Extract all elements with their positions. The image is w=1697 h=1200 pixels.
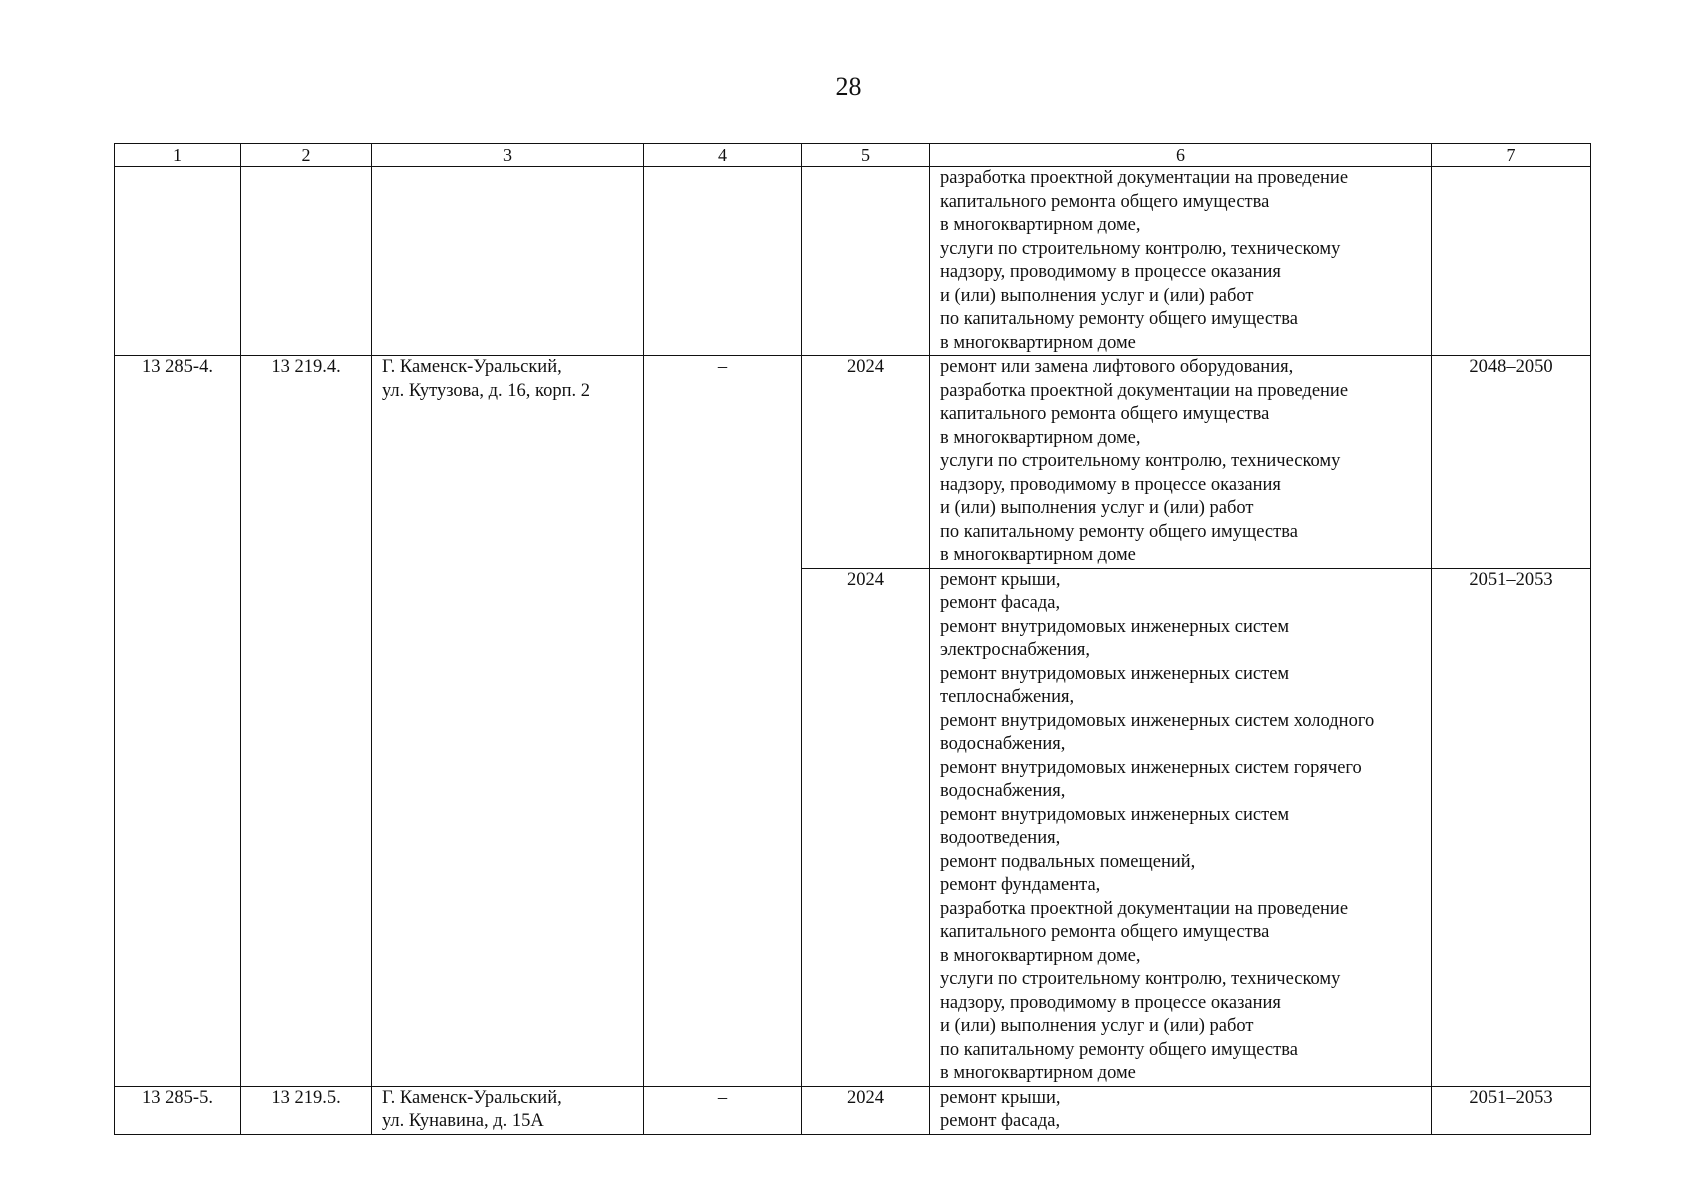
period-cell: 2048–2050 (1432, 356, 1591, 569)
year-cell (802, 167, 930, 356)
work-line: водоснабжения, (940, 734, 1066, 754)
year-cell: 2024 (802, 568, 930, 1086)
work-line: и (или) выполнения услуг и (или) работ (940, 498, 1254, 518)
page-number: 28 (835, 72, 862, 101)
work-line: капитального ремонта общего имущества (940, 404, 1270, 424)
column-number: 2 (241, 144, 372, 167)
column-number: 7 (1432, 144, 1591, 167)
work-line: электроснабжения, (940, 640, 1091, 660)
work-line: надзору, проводимому в процессе оказания (940, 262, 1281, 282)
register-number-cell (241, 167, 372, 356)
works-cell (930, 356, 1432, 569)
work-line: ремонт внутридомовых инженерных систем холодного (940, 710, 1375, 731)
address-line: ул. Кунавина, д. 15А (382, 1111, 544, 1131)
address-cell (372, 356, 644, 1087)
works-cell (930, 568, 1432, 1086)
work-line: и (или) выполнения услуг и (или) работ (940, 1016, 1254, 1036)
address-line: Г. Каменск-Уральский, (382, 357, 562, 377)
work-line: ремонт фасада, (940, 1111, 1061, 1131)
table-row (115, 356, 1591, 569)
work-line: услуги по строительному контролю, техническому (940, 969, 1341, 989)
work-line: по капитальному ремонту общего имущества (940, 521, 1298, 542)
work-line: и (или) выполнения услуг и (или) работ (940, 285, 1254, 306)
work-line: водоснабжения, (940, 781, 1066, 801)
year-cell: 2024 (802, 1086, 930, 1134)
work-line: по капитальному ремонту общего имущества (940, 309, 1298, 329)
column-number-row (115, 144, 1591, 167)
work-line: водоотведения, (940, 828, 1061, 848)
work-line: надзору, проводимому в процессе оказания (940, 992, 1281, 1013)
year-cell: 2024 (802, 356, 930, 569)
column-number: 1 (115, 144, 241, 167)
works-cell (930, 1086, 1432, 1134)
work-line: ремонт подвальных помещений, (940, 851, 1196, 872)
work-line: теплоснабжения, (940, 687, 1075, 707)
column-number: 3 (372, 144, 644, 167)
column-4-cell (644, 167, 802, 356)
column-4-cell: – (644, 356, 802, 1087)
column-4-cell: – (644, 1086, 802, 1134)
row-number-cell: 13 285-5. (115, 1086, 241, 1134)
address-cell (372, 167, 644, 356)
address-cell (372, 1086, 644, 1134)
work-line: ремонт крыши, (940, 1087, 1061, 1108)
work-line: разработка проектной документации на проведение (940, 168, 1349, 188)
work-line: услуги по строительному контролю, техническому (940, 451, 1341, 471)
work-line: по капитальному ремонту общего имущества (940, 1039, 1298, 1060)
address-line: Г. Каменск-Уральский, (382, 1087, 562, 1108)
work-line: ремонт внутридомовых инженерных систем (940, 804, 1290, 825)
row-number-cell: 13 285-4. (115, 356, 241, 1087)
row-number-cell (115, 167, 241, 356)
works-cell (930, 167, 1432, 356)
table-row (115, 1086, 1591, 1134)
work-line: в многоквартирном доме, (940, 215, 1141, 235)
work-line: разработка проектной документации на проведение (940, 380, 1349, 401)
work-line: капитального ремонта общего имущества (940, 922, 1270, 942)
work-line: в многоквартирном доме (940, 1063, 1136, 1083)
period-cell: 2051–2053 (1432, 568, 1591, 1086)
work-line: надзору, проводимому в процессе оказания (940, 474, 1281, 495)
work-line: ремонт внутридомовых инженерных систем горячего (940, 757, 1362, 778)
register-number-cell: 13 219.5. (241, 1086, 372, 1134)
work-line: разработка проектной документации на проведение (940, 898, 1349, 919)
period-cell (1432, 167, 1591, 356)
work-line: ремонт крыши, (940, 569, 1061, 590)
work-line: капитального ремонта общего имущества (940, 191, 1270, 212)
table-row (115, 167, 1591, 356)
work-line: ремонт внутридомовых инженерных систем (940, 616, 1290, 637)
work-line: в многоквартирном доме (940, 332, 1136, 353)
work-line: ремонт фундамента, (940, 875, 1101, 895)
column-number: 5 (802, 144, 930, 167)
work-line: ремонт внутридомовых инженерных систем (940, 663, 1290, 684)
column-number: 4 (644, 144, 802, 167)
work-line: в многоквартирном доме (940, 545, 1136, 565)
work-line: в многоквартирном доме, (940, 427, 1141, 448)
work-line: в многоквартирном доме, (940, 945, 1141, 966)
work-line: услуги по строительному контролю, техническому (940, 238, 1341, 259)
work-line: ремонт или замена лифтового оборудования, (940, 357, 1294, 377)
column-number: 6 (930, 144, 1432, 167)
register-number-cell: 13 219.4. (241, 356, 372, 1087)
address-line: ул. Кутузова, д. 16, корп. 2 (382, 380, 590, 401)
capital-repair-table (114, 143, 1591, 1135)
period-cell: 2051–2053 (1432, 1086, 1591, 1134)
work-line: ремонт фасада, (940, 593, 1061, 613)
